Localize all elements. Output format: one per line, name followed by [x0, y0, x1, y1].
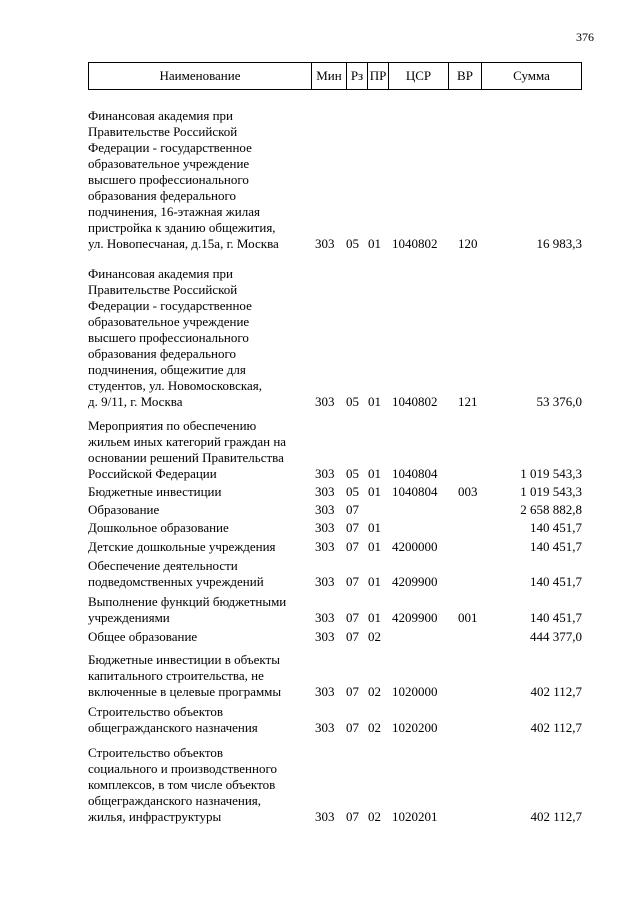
row-rz: 05	[346, 394, 359, 409]
row-sum: 140 451,7	[530, 520, 582, 535]
row-sum: 140 451,7	[530, 574, 582, 589]
row-rz: 07	[346, 720, 359, 735]
row-min: 303	[315, 484, 335, 499]
row-name: Детские дошкольные учреждения	[88, 539, 276, 554]
row-sum: 402 112,7	[530, 720, 582, 735]
row-vr: 120	[458, 236, 478, 251]
row-sum: 1 019 543,3	[520, 466, 582, 481]
row-min: 303	[315, 466, 335, 481]
row-name: Обеспечение деятельности подведомственных учреждений	[88, 558, 264, 589]
row-sum: 16 983,3	[536, 236, 582, 251]
row-sum: 402 112,7	[530, 684, 582, 699]
row-rz: 07	[346, 809, 359, 824]
row-name: Бюджетные инвестиции	[88, 484, 222, 499]
header-rz: Рз	[347, 63, 368, 89]
row-vr: 003	[458, 484, 478, 499]
row-pr: 01	[368, 394, 381, 409]
row-min: 303	[315, 720, 335, 735]
row-name: Бюджетные инвестиции в объекты капитального строительства, не включенные в целевые программы	[88, 652, 282, 699]
row-name: Выполнение функций бюджетными учреждениями	[88, 594, 287, 625]
row-pr: 02	[368, 809, 381, 824]
row-name: Общее образование	[88, 629, 198, 644]
row-min: 303	[315, 502, 335, 517]
row-name: Строительство объектов общегражданского назначения	[88, 704, 258, 735]
row-csr: 1040802	[392, 236, 438, 251]
row-pr: 01	[368, 484, 381, 499]
row-rz: 07	[346, 539, 359, 554]
row-min: 303	[315, 539, 335, 554]
row-sum: 402 112,7	[530, 809, 582, 824]
row-csr: 1020201	[392, 809, 438, 824]
row-rz: 05	[346, 236, 359, 251]
row-min: 303	[315, 574, 335, 589]
row-sum: 140 451,7	[530, 610, 582, 625]
row-csr: 1040802	[392, 394, 438, 409]
row-min: 303	[315, 629, 335, 644]
row-rz: 05	[346, 484, 359, 499]
row-csr: 4200000	[392, 539, 438, 554]
row-sum: 140 451,7	[530, 539, 582, 554]
row-rz: 07	[346, 502, 359, 517]
row-sum: 2 658 882,8	[520, 502, 582, 517]
row-name: Финансовая академия при Правительстве Российской Федерации - государственное образовательное учреждение высшего профессионального образования федерального подчинения, общежитие для студентов, ул. Новомосковская, д. 9/11, г. Москва	[88, 266, 262, 409]
row-csr: 1020200	[392, 720, 438, 735]
row-csr: 1040804	[392, 466, 438, 481]
row-sum: 1 019 543,3	[520, 484, 582, 499]
row-name: Дошкольное образование	[88, 520, 229, 535]
row-vr: 121	[458, 394, 478, 409]
row-name: Образование	[88, 502, 160, 517]
row-csr: 4209900	[392, 574, 438, 589]
row-pr: 01	[368, 236, 381, 251]
row-min: 303	[315, 236, 335, 251]
row-rz: 07	[346, 684, 359, 699]
header-vr: ВР	[449, 63, 482, 89]
row-rz: 07	[346, 610, 359, 625]
row-pr: 02	[368, 684, 381, 699]
row-pr: 01	[368, 466, 381, 481]
header-csr: ЦСР	[389, 63, 449, 89]
row-vr: 001	[458, 610, 478, 625]
row-pr: 02	[368, 720, 381, 735]
row-rz: 07	[346, 574, 359, 589]
row-sum: 53 376,0	[536, 394, 582, 409]
row-pr: 01	[368, 610, 381, 625]
row-min: 303	[315, 610, 335, 625]
row-rz: 07	[346, 520, 359, 535]
row-pr: 01	[368, 520, 381, 535]
header-pr: ПР	[368, 63, 389, 89]
row-name: Строительство объектов социального и производственного комплексов, в том числе объектов общегражданского назначения, жилья, инфраструктуры	[88, 745, 277, 824]
row-name: Мероприятия по обеспечению жильем иных категорий граждан на основании решений Правительства Российской Федерации	[88, 418, 287, 481]
row-csr: 1040804	[392, 484, 438, 499]
row-pr: 01	[368, 574, 381, 589]
row-rz: 05	[346, 466, 359, 481]
row-name: Финансовая академия при Правительстве Российской Федерации - государственное образовательное учреждение высшего профессионального образования федерального подчинения, 16-этажная жилая пристройка к зданию общежития, ул. Новопесчаная, д.15а, г. Москва	[88, 108, 279, 251]
row-min: 303	[315, 394, 335, 409]
row-csr: 1020000	[392, 684, 438, 699]
row-min: 303	[315, 684, 335, 699]
row-pr: 02	[368, 629, 381, 644]
row-sum: 444 377,0	[530, 629, 582, 644]
row-min: 303	[315, 809, 335, 824]
row-pr: 01	[368, 539, 381, 554]
page-number: 376	[576, 30, 594, 44]
row-csr: 4209900	[392, 610, 438, 625]
header-sum: Сумма	[513, 68, 550, 83]
row-min: 303	[315, 520, 335, 535]
row-rz: 07	[346, 629, 359, 644]
header-min: Мин	[312, 63, 347, 89]
header-name: Наименование	[89, 63, 312, 89]
